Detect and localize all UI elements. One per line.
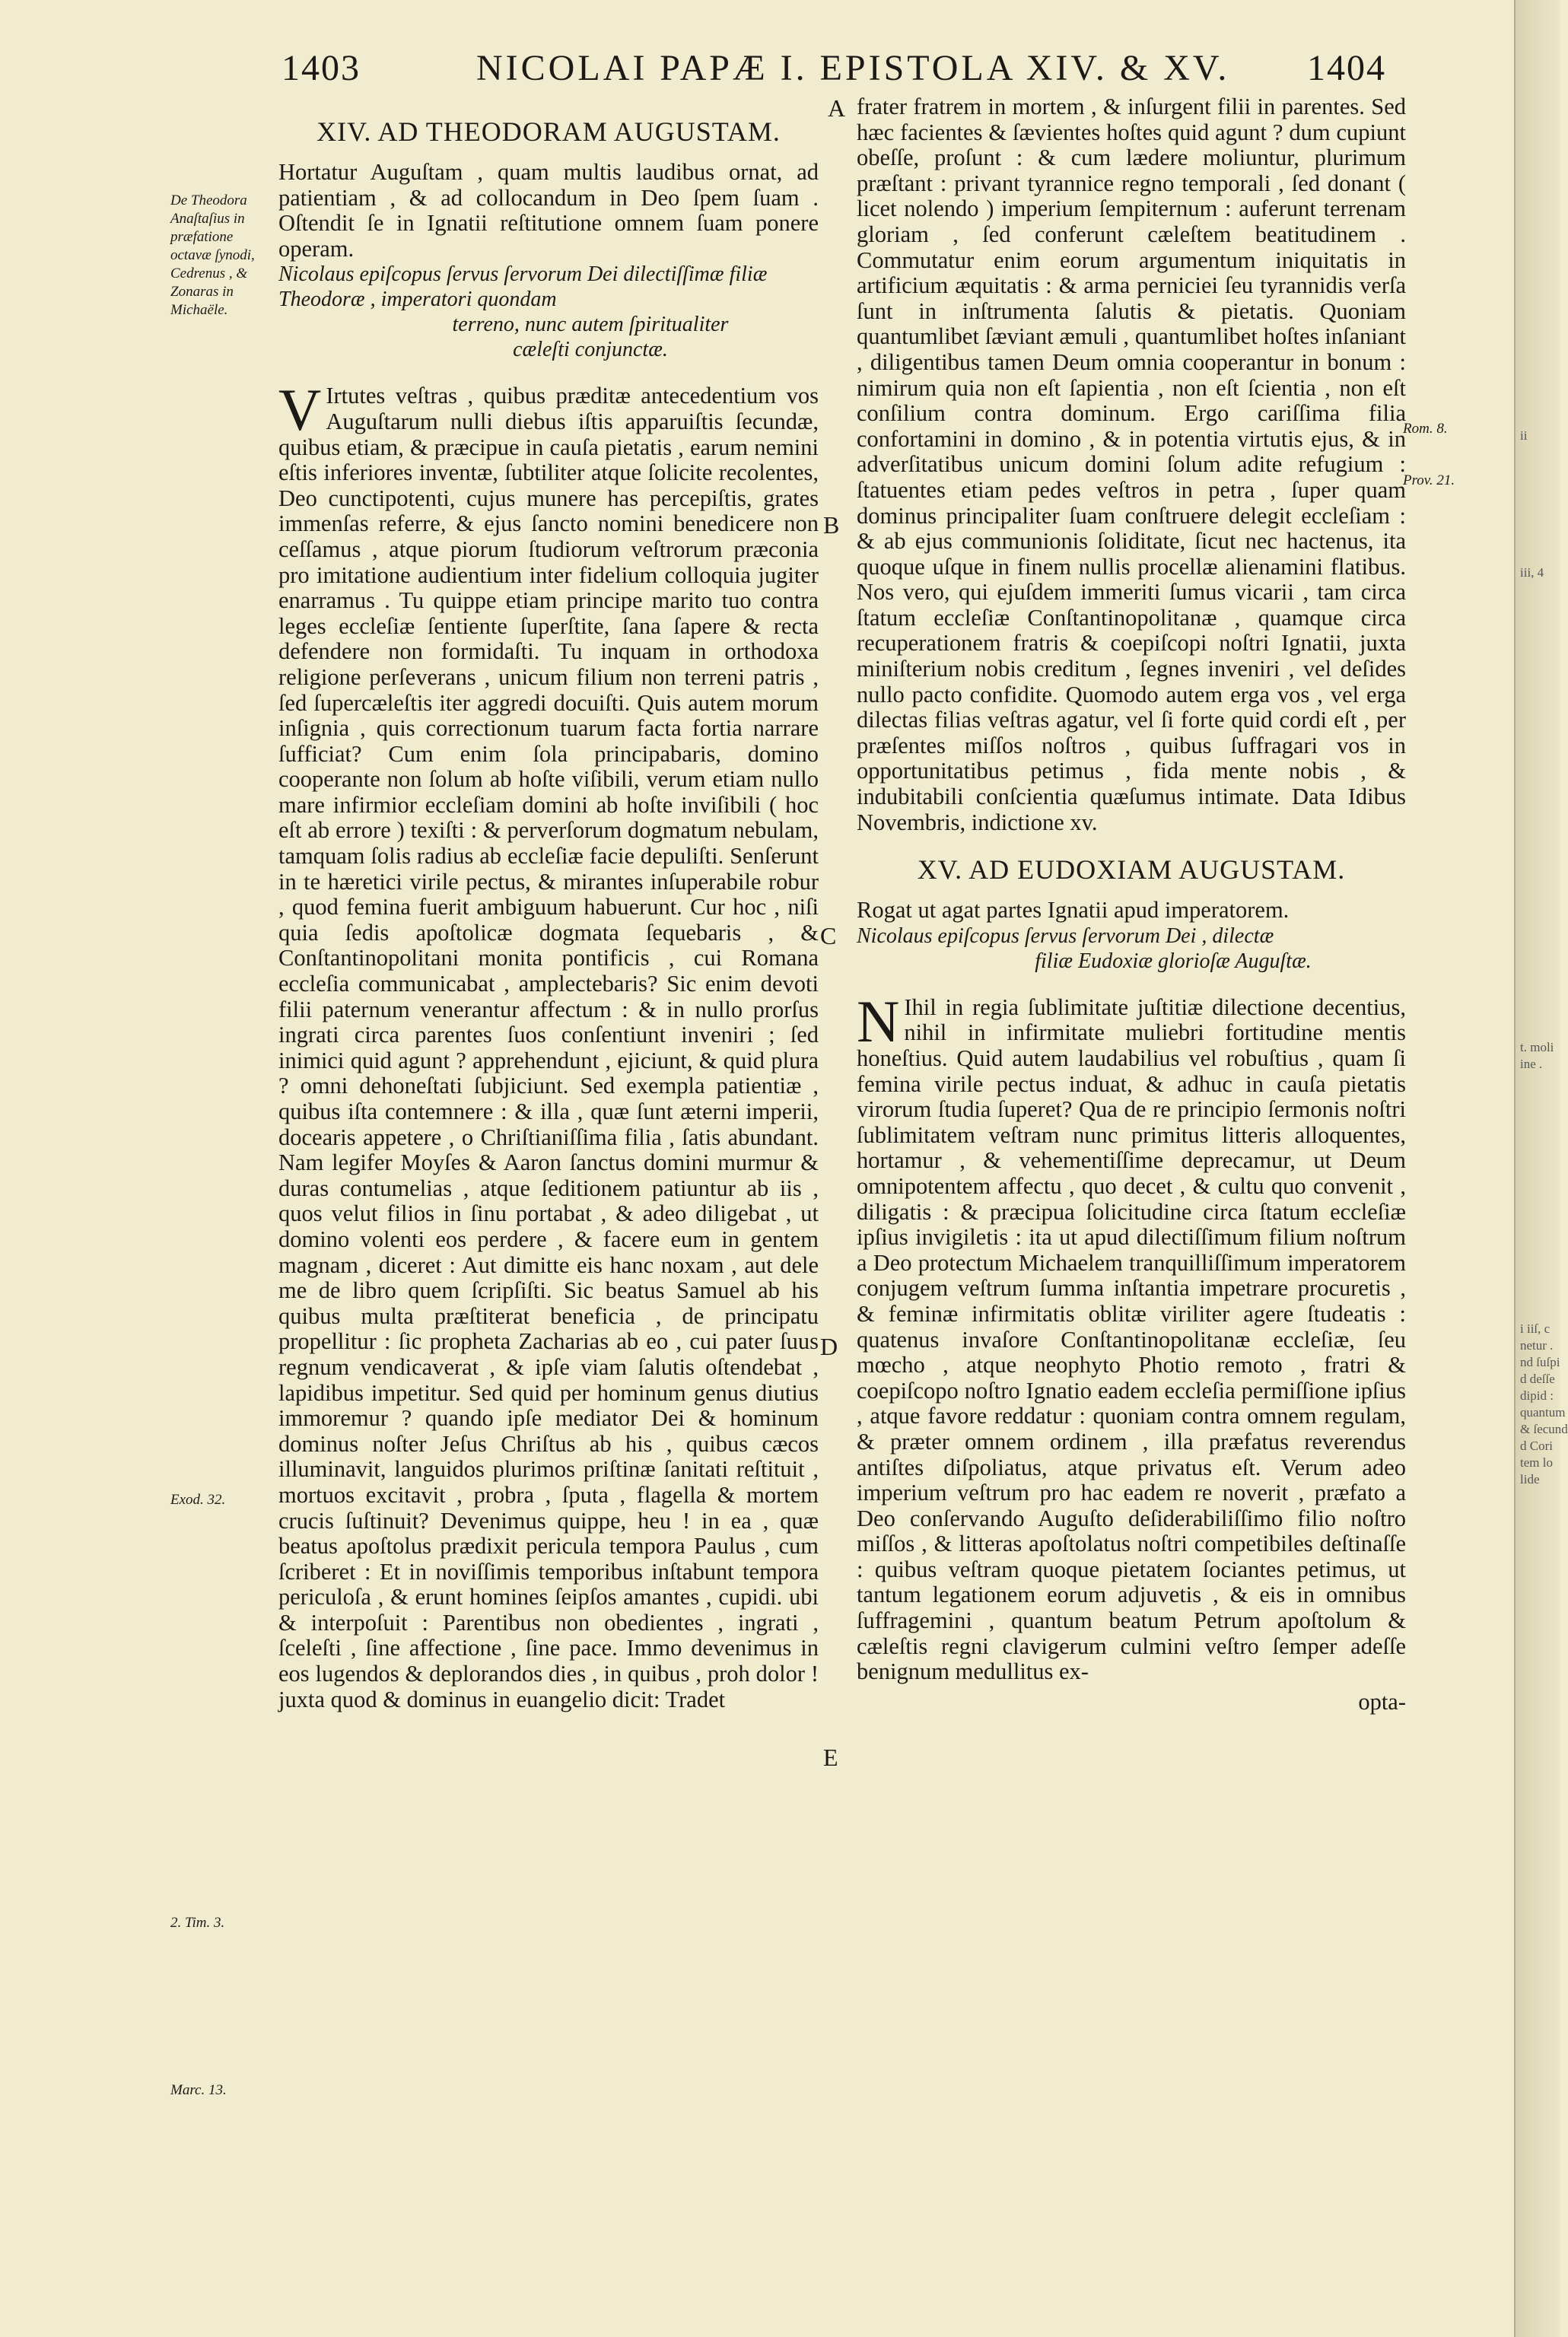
letter-14-title: XIV. AD THEODORAM AUGUSTAM. — [316, 116, 781, 147]
left-column — [278, 114, 819, 1712]
section-letter-a: A — [828, 94, 846, 122]
drop-cap: N — [857, 987, 900, 1054]
letter-14-body — [278, 377, 819, 1712]
section-letter-e: E — [823, 1744, 838, 1771]
letter-14-summary: Hortatur Auguſtam , quam multis laudibus ornat, ad patientiam , & ad collocandum in Deo ſpem ſuam . Oſtendit ſe in Ignatii reſtitutione omnem ſuam ponere operam. — [278, 159, 819, 262]
letter-15-text: Ihil in regia ſublimitate juſtitiæ dilectione decentius, nihil in infirmitate muliebri fortitudine mentis honeſtius. Quid autem laudabilius vel robuſtius , quam ſi femina virile pectus induat, & adhuc in cauſa pietatis virorum ſtudia ſuperet? Qua de re principio ſermonis noſtri ſublimitatem veſtram nunc primitus litteris alloquentes, hortamur , & vehementiſſime deprecamur, ut Deum omnipotentem affectu , quo decet , & cultu quo convenit , diligatis : & præcipua ſolicitudine circa ſtatum eccleſiæ ipſius invigiletis : ita ut apud dilectiſſimum filium noſtrum a Deo protectum Michaelem tranquilliſſimum imperatorem conjugem veſtrum ſumma inſtantia impetrare procuretis , & feminæ infirmitatis oblitæ viriliter agere ſtudeatis : quatenus invaſore Conſtantinopolitanæ eccleſiæ, ſeu mœcho , atque neophyto Photio remoto , fratri & coepiſcopo noſtro Ignatio eadem eccleſia permiſſione ipſius , atque favore reddatur : quoniam contra omnem regulam, & præter omnem ordinem , illa præfatus reverendus antiſtes diſpoliatus, atque privatus eſt. Verum adeo imperium veſtrum pro hac eadem re noverit , præfato a Deo conſervando Auguſto deſiderabiliſſimo filio noſtro miſſos , & litteras apoſtolatus noſtri competibiles deſtinaſſe : quibus veſtram quoque pietatem ſociantes petimus, ut tantum legationem eorum adjuvetis , & eis in omnibus ſuffragemini , quantum beatum Petrum apoſtolum & cæleſtis regni clavigerum culmini veſtro ſemper adeſſe benignum medullitus ex- — [857, 994, 1406, 1685]
letter-14-text: Irtutes veſtras , quibus præditæ antecedentium vos Auguſtarum nulli diebus iſtis apparuiſtis ſecundæ, quibus etiam, & præcipue in cauſa pietatis , earum nemini eſtis inferiores inventæ, ſubtiliter atque ſolicite recolentes, Deo cunctipotenti, cujus munere has percepiſtis, grates immenſas referre, & ejus ſancto nomini benedicere non ceſſamus , atque piorum ſtudiorum veſtrorum præconia pro imitatione audientium inter fidelium colloquia jugiter enarramus . Tu quippe etiam principe marito tuo contra leges eccleſiæ ſentiente ſuperſtite, ſana ſapere & recta defendere non formidaſti. Tu inquam in orthodoxa religione perſeverans , unicum filium non terreni patris , ſed ſupercæleſtis iter aggredi docuiſti. Quis autem morum inſignia , quis correctionum tuarum facta fortia narrare ſufficiat? Cum enim ſola principabaris, domino cooperante non ſolum ab hoſte viſibili, verum etiam nullo mare infirmior eccleſiam domini ab hoſte inviſibili ( hoc eſt ab errore ) texiſti : & perverſorum dogmatum nebulam, tamquam ſolis radius ab eccleſiæ facie depuliſti. Senſerunt in te hæretici virile pectus, & mirantes inſuperabile robur , quod femina fuerit ambiguum habuerunt. Cur hoc , niſi quia ſedis apoſtolicæ dogmata ſequebaris , & Conſtantinopolitani monita pontificis , cui Romana eccleſia communicabat , amplectebaris? Sic enim devoti filii paternum venerantur affectum : & in nullo prorſus ingrati circa parentes ſuos conſentiunt inveniri ; ſed inimici quid agunt ? apprehendunt , ejiciunt, & quid plura ? omni dehoneſtati ſubjiciunt. Sed exempla patientiæ , quibus iſta contemnere : & illa , quæ ſunt æterni imperii, docearis appetere , o Chriſtianiſſima filia , ſatis abundant. Nam legifer Moyſes & Aaron ſanctus domini murmur & duras contumelias , atque ſeditionem patiuntur ab iis , quos velut filios in ſinu portabat , & adeo diligebat , ut domino volenti eos perdere , & facere eum in gentem magnam , diceret : Aut dimitte eis hanc noxam , aut dele me de libro quem ſcripſiſti. Sic beatus Samuel ab his quibus multa præſtiterat beneficia , de principatu propellitur : ſic propheta Zacharias ab eo , cui pater ſuus regnum vendicaverat , & ipſe viam ſalutis oſtendebat , lapidibus impetitur. Sed quid per hominum genus diutius immoremur ? quando ipſe mediator Dei & hominum dominus noſter Jeſus Chriſtus ab his , quibus cæcos illuminavit, languidos plurimos priſtinæ ſanitati reſtituit , mortuos excitavit , probra , ſputa , flagella & mortem crucis ſuſtinuit? Devenimus quippe, heu ! in ea , quæ beatus apoſtolus prædixit pericula tempora Paulus , cum ſcriberet : Et in noviſſimis temporibus inſtabunt tempora periculoſa , & erunt homines ſeipſos amantes , cupidi. ubi & interpoſuit : Parentibus non obedientes , ingrati , ſceleſti , ſine affectione , ſine pace. Immo devenimus in eos lugendos & deplorandos dies , in quibus , proh dolor ! juxta quod & dominus in euangelio dicit: Tradet — [278, 383, 819, 1712]
bleed-fragment: t. moli ine . — [1520, 1040, 1554, 1071]
running-title: NICOLAI PAPÆ I. EPISTOLA XIV. & XV. — [476, 48, 1230, 88]
letter-15-salutation — [857, 924, 1406, 974]
page-number-right: 1404 — [1307, 48, 1386, 88]
margin-note-proverbs: Prov. 21. — [1403, 472, 1455, 488]
bleed-fragment: ii — [1520, 428, 1528, 443]
letter-14-salutation — [278, 262, 819, 362]
catchword: opta- — [1358, 1688, 1406, 1715]
right-column — [857, 94, 1406, 1715]
margin-note-timothy: 2. Tim. 3. — [170, 1915, 225, 1931]
salutation-line: terreno, nunc autem ſpiritualiter — [452, 313, 729, 337]
salutation-line: filiæ Eudoxiæ glorioſæ Auguſtæ. — [1035, 949, 1312, 973]
margin-note-romans: Rom. 8. — [1403, 421, 1448, 437]
margin-note-exodus: Exod. 32. — [170, 1492, 226, 1508]
letter-15-body — [857, 987, 1406, 1685]
bleed-fragment: i iiſ, c netur . nd ſuſpi d deſſe dipid : quantum & ſecund d Cori tem lo lide — [1520, 1321, 1568, 1486]
section-letter-b: B — [823, 511, 840, 539]
salutation-line: Nicolaus epiſcopus ſervus ſervorum Dei , dilectæ — [857, 924, 1274, 948]
letter-15-summary: Rogat ut agat partes Ignatii apud imperatorem. — [857, 897, 1290, 924]
page-number-left: 1403 — [281, 48, 361, 88]
letter-15-title: XV. AD EUDOXIAM AUGUSTAM. — [917, 854, 1346, 886]
adjacent-page-edge — [1514, 0, 1568, 2337]
letter-14-continuation: frater fratrem in mortem , & inſurgent filii in parentes. Sed hæc facientes & ſævientes hoſtes quid agunt ? dum cupiunt obeſſe, proſunt : & cum lædere moliuntur, plurimum præſtant : privant tyrannice regno temporali , ſed donant ( licet nolendo ) imperium ſempiternum : auferunt terrenam gloriam , ſed conferunt cæleſtem beatitudinem . Commutatur enim eorum argumentum iniquitatis in artificium æquitatis : & arma perniciei ſeu tyrannidis verſa ſunt in inſtrumenta ſalutis & pietatis. Quoniam quantumlibet ſæviant æmuli , quantumlibet hoſtes inſaniant , diligentibus tamen Deum omnia cooperantur in bonum : nimirum quia non eſt ſapientia , non eſt ſcientia , non eſt conſilium contra dominum. Ergo cariſſima filia confortamini in domino , & in potentia virtutis ejus, & in adverſitatibus unicum domini ſolum adite refugium : ſtatuentes etiam pedes veſtros in petra , ſuper quam dominus principaliter ſuam conſtruere delegit eccleſiam : & ab ejus communionis ſoliditate, ſicut nec hactenus, ita quoque uſque in finem nullis procellæ alienamini flatibus. Nos vero, qui ejuſdem immeriti ſumus vicarii , tam circa ſtatum eccleſiæ Conſtantinopolitanæ , quamque circa recuperationem fratris & coepiſcopi noſtri Ignatii, juxta miniſterium nobis creditum , ſegnes inveniri , vel deſides nullo pacto confidite. Quomodo autem erga vos , vel erga dilectas filias veſtras agatur, vel ſi forte quid cordi eſt , per præſentes miſſos noſtros , quibus ſuffragari vos in opportunitatibus petimus , fida mente nobis , & indubitabili conſcientia quæſumus intimate. Data Idibus Novembris, indictione xv. — [857, 94, 1406, 835]
section-letter-d: D — [820, 1333, 838, 1360]
salutation-line: cæleſti conjunctæ. — [513, 338, 668, 362]
section-letter-c: C — [820, 922, 837, 949]
salutation-line: Nicolaus epiſcopus ſervus ſervorum Dei dilectiſſimæ filiæ Theodoræ , imperatori quondam — [278, 262, 768, 312]
bleed-fragment: iii, 4 — [1520, 565, 1544, 580]
margin-note-sources: De Theodora Anaſtaſius in præfatione octavæ ſynodi, Cedrenus , & Zonaras in Michaële. — [170, 192, 255, 318]
drop-cap: V — [278, 377, 322, 444]
margin-note-mark: Marc. 13. — [170, 2082, 227, 2098]
